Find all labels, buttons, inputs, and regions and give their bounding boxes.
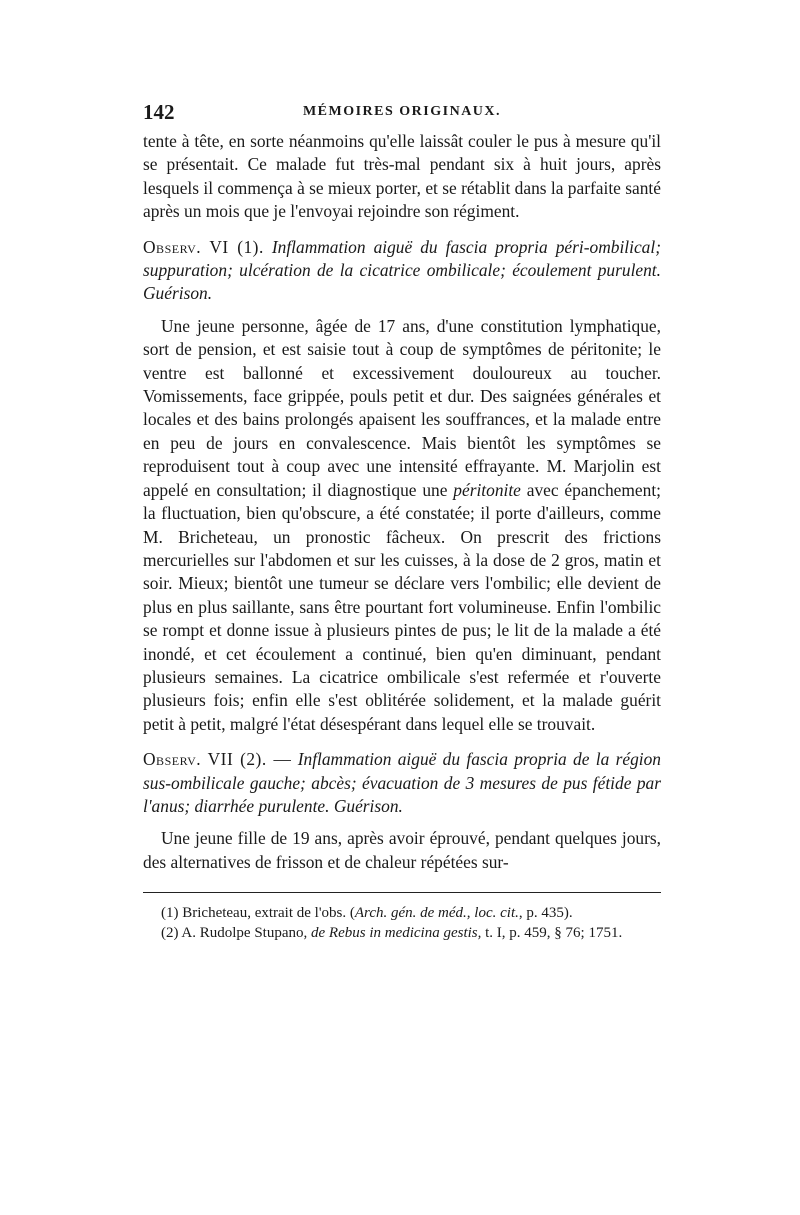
running-head: MÉMOIRES ORIGINAUX. xyxy=(302,104,502,119)
observation-7-label: Observ. VII (2). — xyxy=(143,749,292,770)
continued-paragraph: tente à tête, en sorte néanmoins qu'elle laissât couler le pus à mesure qu'il se présentait. Ce malade fut très-mal pendant six à huit jours, après lesquels il commença à se mieux porter, et se rétablit dans la parfaite santé après un mois que je l'envoyai rejoindre son régiment. xyxy=(143,131,661,222)
page-number: 142 xyxy=(143,100,175,124)
text-column xyxy=(143,100,661,943)
observation-6-text-part-b: avec épanchement; la fluctuation, bien qu'obscure, a été constatée; il porte d'ailleurs, comme M. Bricheteau, un pronostic fâcheux. On prescrit des frictions mercurielles sur l'abdomen et sur les cuisses, à la dose de 2 gros, matin et soir. Mieux; bientôt une tumeur se déclare vers l'ombilic; elle devient de plus en plus saillante, sans être pourtant fort volumineuse. Enfin l'ombilic se rompt et donne issue à plusieurs pintes de pus; le lit de la malade a été inondé, et cet écoulement a continué, bien qu'en diminuant, pendant plusieurs semaines. La cicatrice ombilicale s'est refermée et r'ouverte plusieurs fois; enfin elle s'est oblitérée solidement, et la malade guérit petit à petit, malgré l'état désespérant dans lequel elle se trouvait. xyxy=(143,479,661,734)
footnote-1 xyxy=(143,903,661,923)
observation-6-label: Observ. VI (1). xyxy=(143,236,264,257)
footnote-2-part-a: (2) A. Rudolpe Stupano, xyxy=(161,925,308,942)
observation-7-title: Inflammation aiguë du fascia propria de la région sus-ombilicale gauche; abcès; évacuation de 3 mesures de pus fétide par l'anus; diarrhée purulente. Guérison. xyxy=(143,749,661,816)
footnote-1-part-a: (1) Bricheteau, extrait de l'obs. ( xyxy=(161,905,355,922)
observation-6-text-part-a: Une jeune personne, âgée de 17 ans, d'une constitution lymphatique, sort de pension, et est saisie tout à coup de symptômes de péritonite; le ventre est ballonné et excessivement douloureux au toucher. Vomissements, face grippée, pouls petit et dur. Des saignées générales et locales et des bains prolongés apaisent les souffrances, et la malade entre en peu de jours en convalescence. Mais bientôt les symptômes se reproduisent tout à coup avec une intensité effrayante. M. Marjolin est appelé en consultation; il diagnostique une xyxy=(143,315,661,500)
page-header xyxy=(143,100,661,126)
footnote-rule xyxy=(143,892,661,893)
observation-6-title: Inflammation aiguë du fascia propria péri-ombilical; suppuration; ulcération de la cicatrice ombilicale; écoulement purulent. Guérison. xyxy=(143,236,661,304)
observation-7-heading xyxy=(143,748,661,818)
footnote-2 xyxy=(143,923,661,943)
observation-6-text xyxy=(143,315,661,736)
footnote-1-source: Arch. gén. de méd., loc. cit. xyxy=(354,905,519,922)
observation-6-heading xyxy=(143,236,661,306)
footnote-2-source: de Rebus in medicina gestis, xyxy=(311,925,482,942)
observation-6-emphasis: péritonite xyxy=(453,479,521,500)
footnote-2-part-b: t. I, p. 459, § 76; 1751. xyxy=(485,925,623,942)
observation-7-text: Une jeune fille de 19 ans, après avoir éprouvé, pendant quelques jours, des alternatives de frisson et de chaleur répétées sur- xyxy=(143,828,661,872)
footnote-1-part-b: , p. 435). xyxy=(518,905,573,922)
